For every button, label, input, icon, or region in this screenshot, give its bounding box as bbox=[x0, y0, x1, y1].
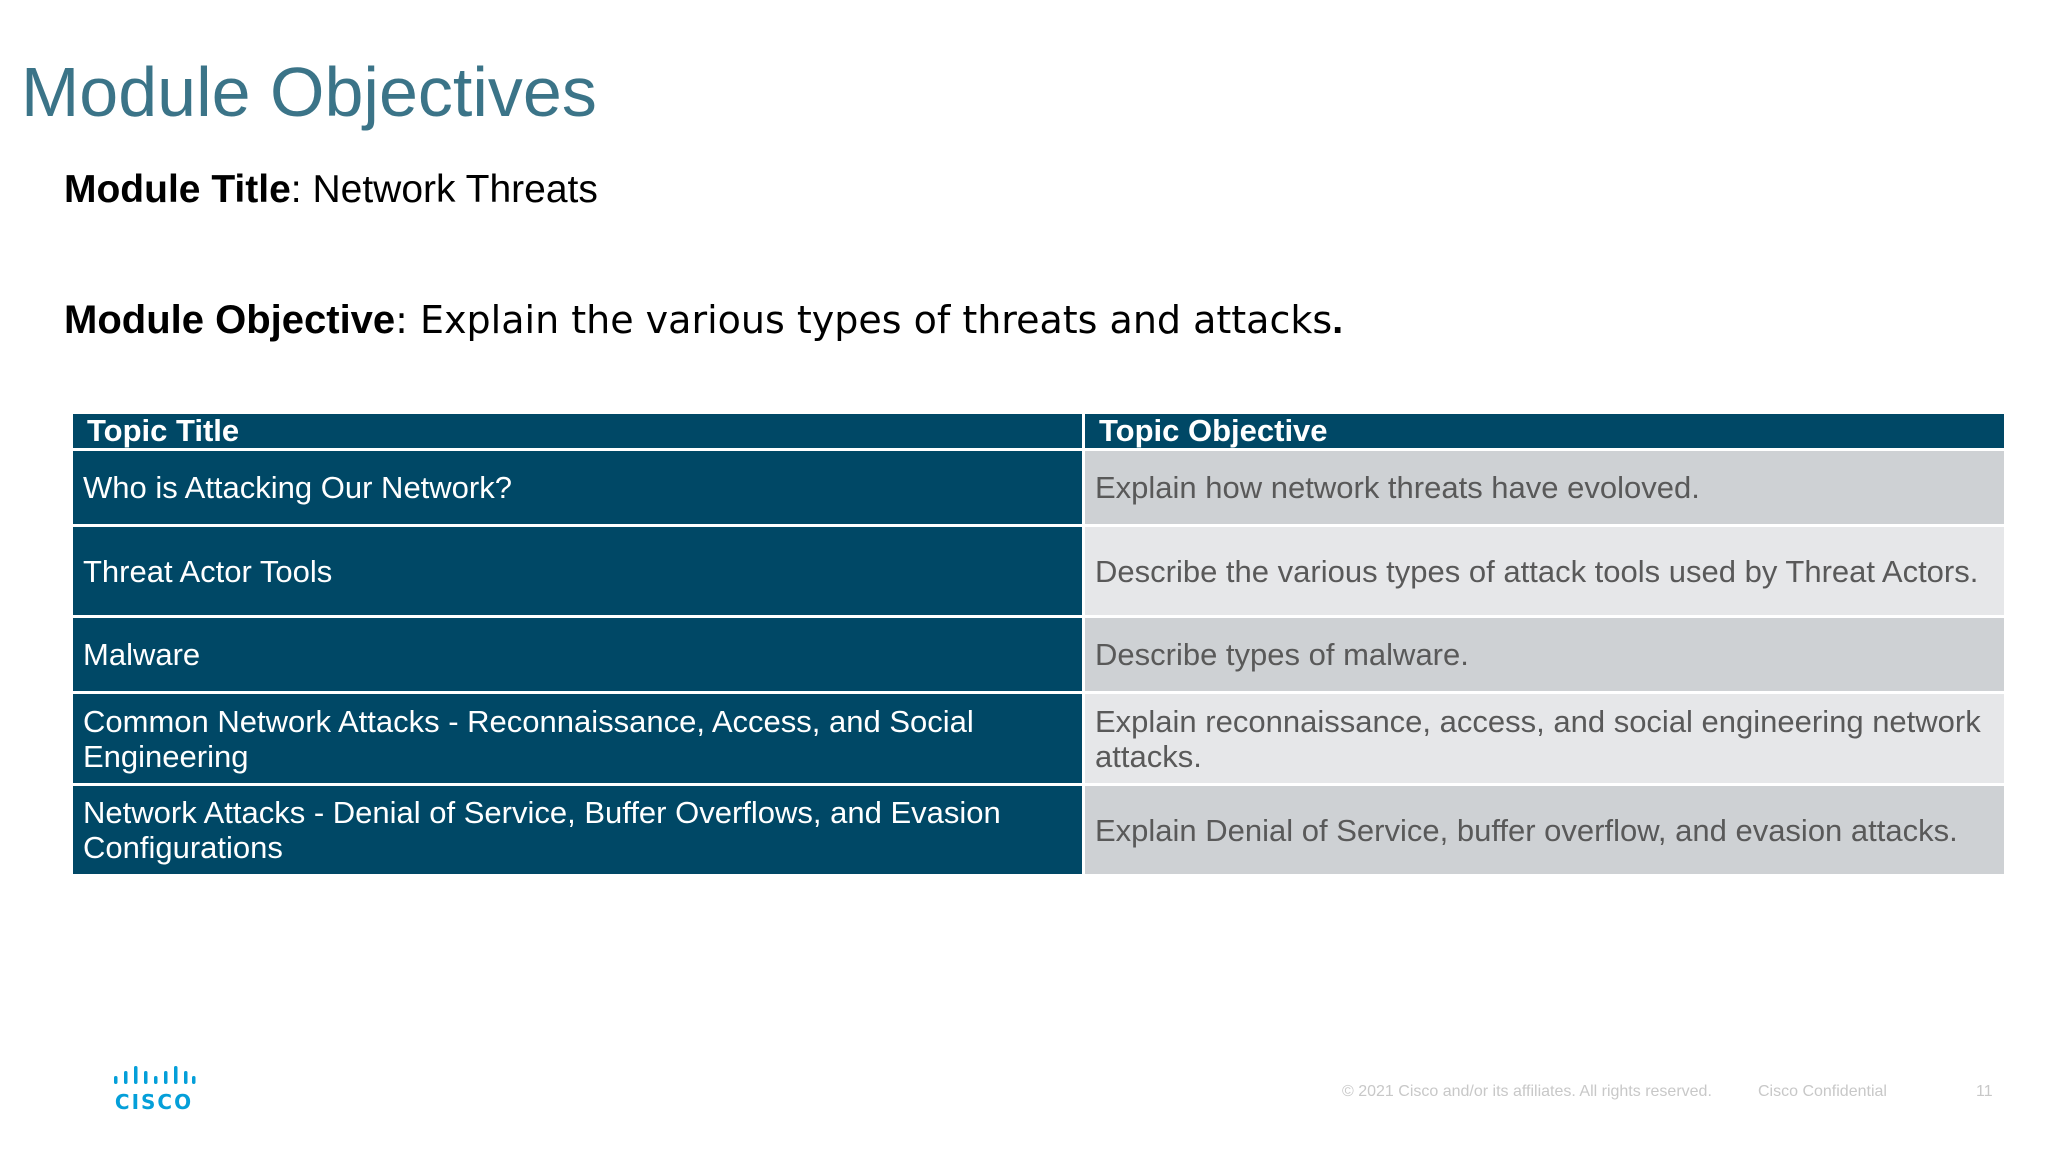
table-header-row bbox=[72, 413, 2006, 450]
slide-title: Module Objectives bbox=[21, 53, 597, 131]
table-row bbox=[72, 785, 2006, 876]
topic-objective-cell: Explain reconnaissance, access, and social engineering network attacks. bbox=[1084, 693, 2006, 785]
cisco-logo-text: CISCO bbox=[114, 1090, 194, 1114]
module-title-line bbox=[64, 168, 598, 212]
topic-title-cell: Threat Actor Tools bbox=[72, 526, 1084, 617]
topic-objective-cell: Explain Denial of Service, buffer overflow, and evasion attacks. bbox=[1084, 785, 2006, 876]
topic-objective-cell: Describe the various types of attack tools used by Threat Actors. bbox=[1084, 526, 2006, 617]
module-objective-line bbox=[64, 298, 1343, 343]
page-number: 11 bbox=[1976, 1083, 1993, 1100]
module-objective-value: : Explain the various types of threats and attacks bbox=[395, 298, 1333, 342]
header-topic-title: Topic Title bbox=[72, 413, 1084, 450]
module-objective-label: Module Objective bbox=[64, 298, 396, 342]
topic-objective-cell: Explain how network threats have evoloved. bbox=[1084, 450, 2006, 526]
module-title-value: : Network Threats bbox=[290, 168, 598, 211]
module-objective-period: . bbox=[1332, 298, 1344, 342]
header-topic-objective: Topic Objective bbox=[1084, 413, 2006, 450]
table-row bbox=[72, 617, 2006, 693]
topic-objective-cell: Describe types of malware. bbox=[1084, 617, 2006, 693]
confidential-label: Cisco Confidential bbox=[1758, 1083, 1887, 1100]
topic-title-cell: Malware bbox=[72, 617, 1084, 693]
topics-table bbox=[70, 411, 2007, 877]
table-row bbox=[72, 526, 2006, 617]
cisco-logo-icon bbox=[112, 1066, 196, 1088]
cisco-logo bbox=[112, 1066, 196, 1112]
table-row bbox=[72, 693, 2006, 785]
table-row bbox=[72, 450, 2006, 526]
topic-title-cell: Who is Attacking Our Network? bbox=[72, 450, 1084, 526]
topic-title-cell: Network Attacks - Denial of Service, Buffer Overflows, and Evasion Configurations bbox=[72, 785, 1084, 876]
topic-title-cell: Common Network Attacks - Reconnaissance, Access, and Social Engineering bbox=[72, 693, 1084, 785]
module-title-label: Module Title bbox=[64, 168, 291, 211]
copyright-text: © 2021 Cisco and/or its affiliates. All rights reserved. bbox=[1342, 1083, 1712, 1100]
